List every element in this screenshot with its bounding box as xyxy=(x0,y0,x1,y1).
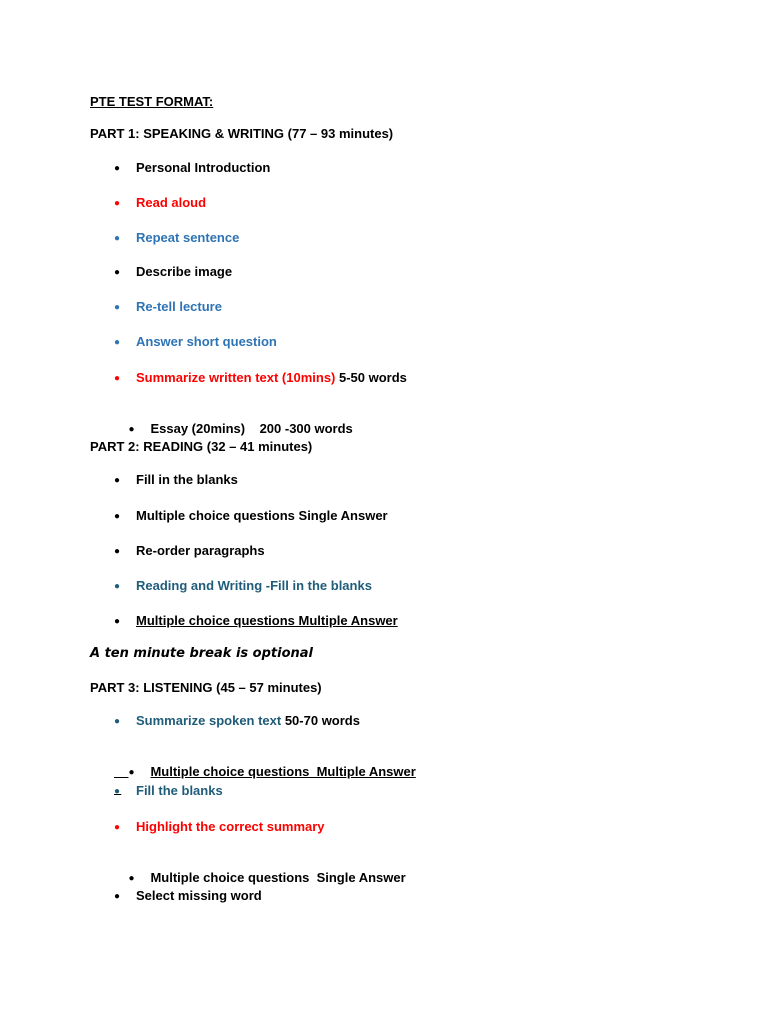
bullet-icon: ● xyxy=(128,424,135,435)
list-item: ● Multiple choice questions Single Answer xyxy=(114,508,388,523)
list-item: ● Personal Introduction xyxy=(114,160,271,175)
bullet-icon: ● xyxy=(114,302,121,313)
bullet-icon: ● xyxy=(128,767,135,778)
list-item: ● Answer short question xyxy=(114,334,277,349)
bullet-icon: ● xyxy=(114,373,121,384)
bullet-icon: ● xyxy=(114,337,121,348)
bullet-icon: ● xyxy=(114,616,121,627)
document-title: PTE TEST FORMAT: xyxy=(90,94,214,109)
bullet-icon: ● xyxy=(114,581,121,592)
list-item: ● Fill in the blanks xyxy=(114,472,238,487)
list-item: ● Reading and Writing -Fill in the blanks xyxy=(114,578,372,593)
list-item: ● Repeat sentence xyxy=(114,230,240,245)
bullet-icon: ● xyxy=(114,891,121,902)
list-item: ● Summarize written text (10mins) 5-50 words xyxy=(114,370,407,385)
part1-heading: PART 1: SPEAKING & WRITING (77 – 93 minutes) xyxy=(90,126,394,141)
part3-heading: PART 3: LISTENING (45 – 57 minutes) xyxy=(90,680,322,695)
bullet-icon: ● xyxy=(114,822,121,833)
bullet-icon: ● xyxy=(114,233,121,244)
word-count: 50-70 words xyxy=(281,713,360,728)
list-item: ● Multiple choice questions Single Answer xyxy=(128,870,406,885)
part2-heading: PART 2: READING (32 – 41 minutes) xyxy=(90,439,313,454)
list-item: ● Select missing word xyxy=(114,888,262,903)
list-item: ● Re-order paragraphs xyxy=(114,543,265,558)
list-item: ● Highlight the correct summary xyxy=(114,819,325,834)
bullet-icon: ● xyxy=(114,511,121,522)
list-item: ● Essay (20mins) 200 -300 words xyxy=(128,421,353,436)
bullet-icon: ● xyxy=(128,873,135,884)
list-item: ● Multiple choice questions Multiple Answer xyxy=(128,764,416,779)
bullet-icon: ● xyxy=(114,163,121,174)
word-count: 5-50 words xyxy=(335,370,407,385)
list-item: ● Re-tell lecture xyxy=(114,299,222,314)
bullet-icon: ● xyxy=(114,716,121,727)
list-item: ● Fill the blanks xyxy=(114,783,223,798)
bullet-icon: ● xyxy=(114,198,121,209)
break-note: A ten minute break is optional xyxy=(90,646,313,661)
list-item: ● Describe image xyxy=(114,264,233,279)
list-item: ● Multiple choice questions Multiple Answer xyxy=(114,613,398,628)
list-item: ● Summarize spoken text 50-70 words xyxy=(114,713,360,728)
bullet-icon: ● xyxy=(114,786,121,797)
bullet-icon: ● xyxy=(114,267,121,278)
bullet-icon: ● xyxy=(114,475,121,486)
list-item: ● Read aloud xyxy=(114,195,207,210)
bullet-icon: ● xyxy=(114,546,121,557)
